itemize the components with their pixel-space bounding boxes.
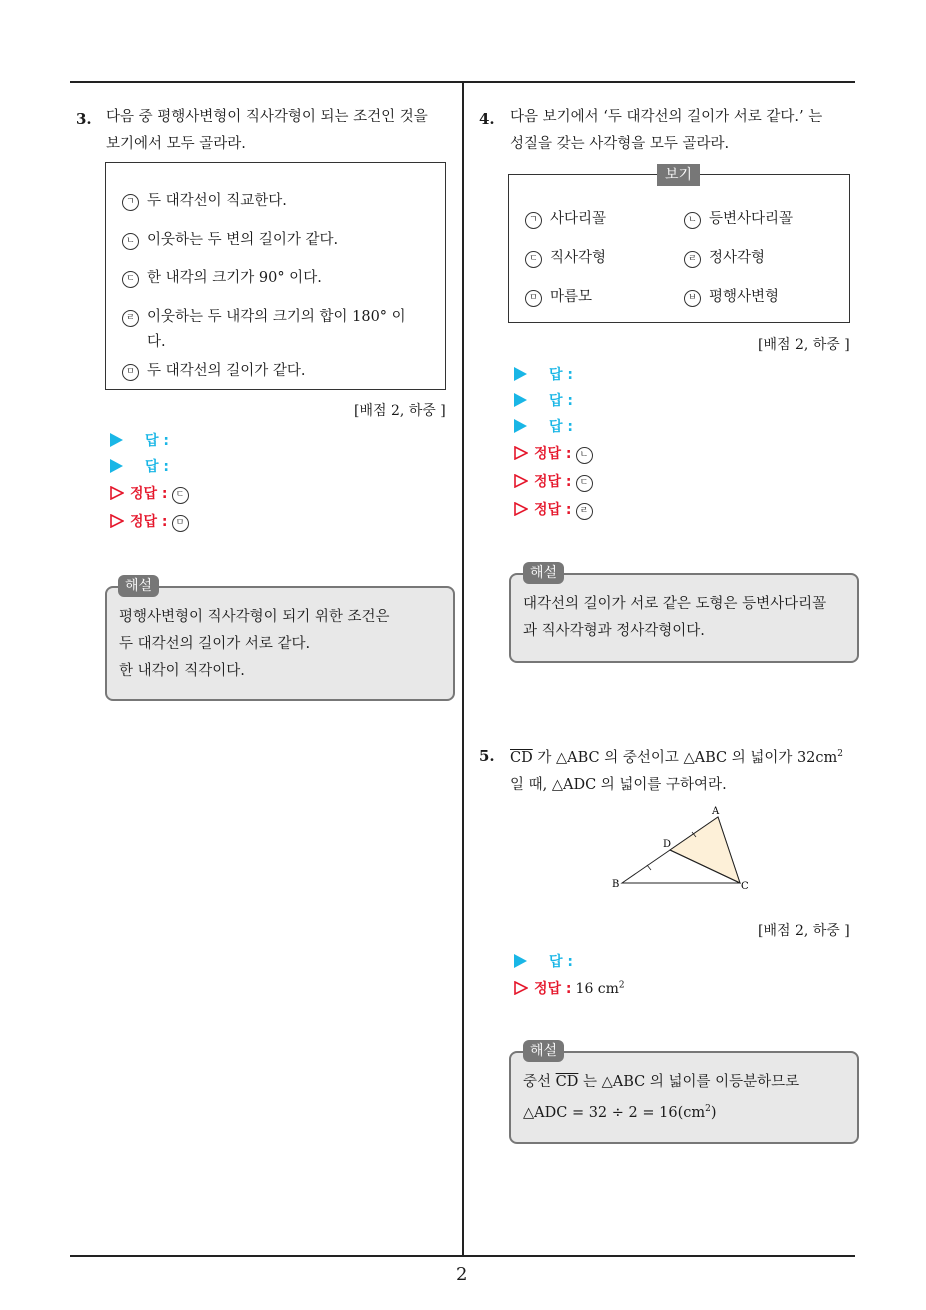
superscript: 2 [618,980,625,991]
explanation-line [523,1069,799,1096]
correct-label: 정답 : [130,486,168,502]
option-item [122,189,287,211]
option-text: 등변사다리꼴 [709,211,794,227]
segment-cd: $\overline{CD}$ [555,1074,579,1090]
answer-field[interactable] [110,456,169,476]
answer-label: 답 : [145,459,169,475]
option-item [122,305,406,327]
correct-label: 정답 : [534,446,572,462]
outline-arrow-icon [514,981,528,995]
superscript: 2 [705,1104,711,1114]
correct-mark: ㄷ [172,487,189,504]
correct-label: 정답 : [534,474,572,490]
explanation-part: ) [710,1104,717,1121]
option-text: 정사각형 [709,250,766,266]
question-number: 5. [479,747,495,765]
explanation-line: 평행사변형이 직사각형이 되기 위한 조건은 [119,609,390,625]
explanation-box [509,573,859,663]
question-text: 다음 보기에서 ‘두 대각선의 길이가 서로 같다.’ 는 [510,109,823,125]
option-text: 두 대각선이 직교한다. [147,193,287,209]
option-mark: ㄷ [122,271,139,288]
segment-cd: $\overline{CD}$ [510,749,533,766]
correct-mark: ㄹ [576,503,593,520]
option-text: 이웃하는 두 내각의 크기의 합이 180° 이 [147,309,406,325]
option-text: 사다리꼴 [550,211,607,227]
answer-field[interactable] [514,416,573,436]
outline-arrow-icon [110,514,124,528]
question-text: 일 때, △ADC 의 넓이를 구하여라. [510,776,727,793]
outline-arrow-icon [514,474,528,488]
option-mark: ㅁ [122,364,139,381]
explanation-label: 해설 [523,1040,564,1062]
vertex-label-c: C [741,881,749,892]
bogi-label: 보기 [657,164,700,186]
explanation-part: 는 △ABC 의 넓이를 이등분하므로 [582,1074,800,1090]
option-item [122,266,322,288]
bogi-box [508,174,850,323]
option-text-continued: 다. [147,334,166,350]
triangle-figure [610,800,760,895]
correct-answer [110,483,189,504]
explanation-line [523,1096,799,1127]
question-text-part: 가 △ABC 의 중선이고 △ABC 의 넓이가 32cm [537,749,838,766]
question-number: 4. [479,110,495,128]
question-text: 보기에서 모두 골라라. [106,136,246,152]
correct-mark: ㄴ [576,447,593,464]
superscript: 2 [837,749,844,759]
correct-label: 정답 : [130,514,168,530]
answer-field[interactable] [514,390,573,410]
vertex-label-b: B [612,879,620,890]
tick-mark [647,865,651,870]
correct-mark: ㄷ [576,475,593,492]
option-item [122,228,338,250]
explanation-line: 한 내각이 직각이다. [119,663,245,679]
question-text [510,741,843,772]
option-mark: ㄱ [525,212,542,229]
arrow-icon [514,367,527,381]
score-label: [배점 2, 하중 ] [758,337,850,353]
option-item [525,207,606,229]
correct-mark: ㅁ [172,515,189,532]
explanation-line: 과 직사각형과 정사각형이다. [523,623,705,639]
option-mark: ㄷ [525,251,542,268]
arrow-icon [514,954,527,968]
outline-arrow-icon [110,486,124,500]
option-mark: ㅂ [684,290,701,307]
option-text: 직사각형 [550,250,607,266]
correct-answer [514,978,625,998]
option-mark: ㄴ [122,233,139,250]
question-text: 다음 중 평행사변형이 직사각형이 되는 조건인 것을 [106,109,428,125]
option-mark: ㄴ [684,212,701,229]
option-text: 마름모 [550,289,593,305]
option-mark: ㄹ [684,251,701,268]
option-item [525,285,592,307]
page-number: 2 [456,1264,468,1285]
explanation-box [509,1051,859,1144]
correct-answer [514,471,593,492]
answer-label: 답 : [549,367,573,383]
vertex-label-a: A [712,806,720,817]
arrow-icon [110,433,123,447]
option-text: 두 대각선의 길이가 같다. [147,363,306,379]
correct-answer [514,499,593,520]
correct-label: 정답 : [534,981,572,997]
correct-label: 정답 : [534,502,572,518]
question-number: 3. [76,110,92,128]
question-text: 성질을 갖는 사각형을 모두 골라라. [510,136,730,152]
answer-label: 답 : [145,433,169,449]
option-mark: ㄹ [122,310,139,327]
outline-arrow-icon [514,446,528,460]
arrow-icon [110,459,123,473]
score-label: [배점 2, 하중 ] [354,403,446,419]
option-item [684,207,793,229]
correct-answer [514,443,593,464]
option-text: 이웃하는 두 변의 길이가 같다. [147,232,339,248]
column-divider [462,81,464,1256]
explanation-box [105,586,455,701]
explanation-part: △ADC = 32 ÷ 2 = 16(cm [523,1104,706,1121]
answer-label: 답 : [549,393,573,409]
option-item [122,359,306,381]
option-text: 평행사변형 [709,289,780,305]
option-mark: ㅁ [525,290,542,307]
score-label: [배점 2, 하중 ] [758,923,850,939]
answer-label: 답 : [549,954,573,970]
triangle-adc [670,817,740,883]
answer-label: 답 : [549,419,573,435]
option-item [525,246,606,268]
explanation-part: 중선 [523,1074,552,1090]
option-text: 한 내각의 크기가 90° 이다. [147,270,322,286]
options-box [105,162,446,390]
option-item [684,246,765,268]
option-mark: ㄱ [122,194,139,211]
explanation-line: 두 대각선의 길이가 서로 같다. [119,636,311,652]
outline-arrow-icon [514,502,528,516]
answer-field[interactable] [110,430,169,450]
arrow-icon [514,393,527,407]
explanation-label: 해설 [118,575,159,597]
vertex-label-d: D [663,839,672,850]
arrow-icon [514,419,527,433]
correct-answer [110,511,189,532]
explanation-label: 해설 [523,562,564,584]
option-item [684,285,779,307]
answer-field[interactable] [514,364,573,384]
explanation-line: 대각선의 길이가 서로 같은 도형은 등변사다리꼴 [523,596,827,612]
correct-value: 16 cm [575,981,619,997]
answer-field[interactable] [514,951,573,971]
